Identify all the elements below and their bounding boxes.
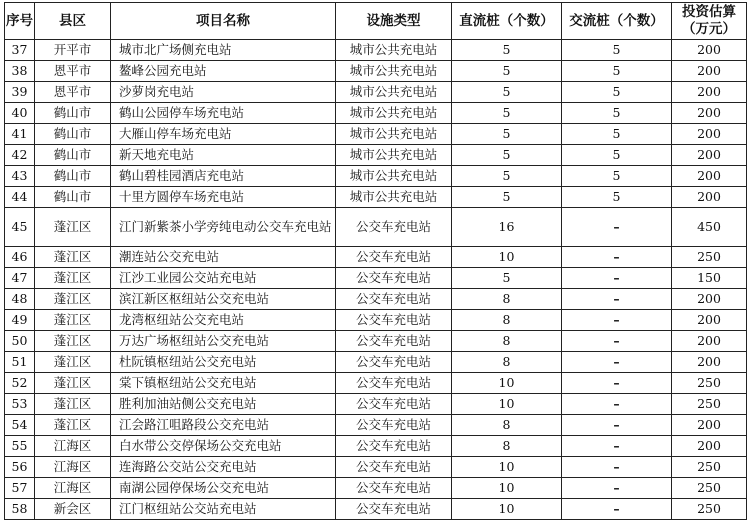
- cell-dc: 10: [452, 394, 562, 415]
- table-row: [5, 82, 747, 103]
- cell-project: 鹤山公园停车场充电站: [111, 103, 336, 124]
- cell-county: 鹤山市: [35, 187, 111, 208]
- cell-type: 公交车充电站: [336, 394, 452, 415]
- header-no: 序号: [5, 3, 35, 40]
- cell-type: 公交车充电站: [336, 436, 452, 457]
- cell-dc: 8: [452, 310, 562, 331]
- cell-invest: 200: [672, 40, 747, 61]
- cell-dc: 5: [452, 61, 562, 82]
- cell-invest: 200: [672, 187, 747, 208]
- cell-invest: 200: [672, 415, 747, 436]
- charging-station-table: [4, 2, 747, 520]
- cell-invest: 200: [672, 310, 747, 331]
- cell-dc: 8: [452, 415, 562, 436]
- cell-county: 恩平市: [35, 61, 111, 82]
- cell-county: 鹤山市: [35, 103, 111, 124]
- cell-type: 公交车充电站: [336, 457, 452, 478]
- table-row: [5, 187, 747, 208]
- cell-project: 龙湾枢纽站公交充电站: [111, 310, 336, 331]
- cell-project: 沙萝岗充电站: [111, 82, 336, 103]
- cell-ac: –: [562, 499, 672, 520]
- cell-dc: 8: [452, 352, 562, 373]
- cell-county: 鹤山市: [35, 124, 111, 145]
- table-row: [5, 166, 747, 187]
- table-body: [5, 40, 747, 520]
- cell-no: 42: [5, 145, 35, 166]
- cell-ac: –: [562, 394, 672, 415]
- cell-ac: 5: [562, 166, 672, 187]
- cell-invest: 200: [672, 331, 747, 352]
- table-row: [5, 124, 747, 145]
- cell-dc: 10: [452, 373, 562, 394]
- table-row: [5, 268, 747, 289]
- cell-county: 江海区: [35, 436, 111, 457]
- cell-invest: 200: [672, 124, 747, 145]
- cell-county: 蓬江区: [35, 268, 111, 289]
- table-row: [5, 373, 747, 394]
- cell-no: 48: [5, 289, 35, 310]
- cell-type: 公交车充电站: [336, 208, 452, 247]
- cell-ac: –: [562, 247, 672, 268]
- cell-county: 江海区: [35, 478, 111, 499]
- header-dc: 直流桩（个数）: [452, 3, 562, 40]
- cell-type: 城市公共充电站: [336, 166, 452, 187]
- cell-dc: 10: [452, 499, 562, 520]
- cell-ac: 5: [562, 187, 672, 208]
- table-row: [5, 289, 747, 310]
- cell-no: 47: [5, 268, 35, 289]
- table-row: [5, 40, 747, 61]
- cell-project: 城市北广场侧充电站: [111, 40, 336, 61]
- cell-type: 公交车充电站: [336, 331, 452, 352]
- cell-invest: 450: [672, 208, 747, 247]
- cell-ac: –: [562, 208, 672, 247]
- table-row: [5, 394, 747, 415]
- header-county: 县区: [35, 3, 111, 40]
- cell-project: 鳌峰公园充电站: [111, 61, 336, 82]
- table-row: [5, 415, 747, 436]
- cell-invest: 200: [672, 82, 747, 103]
- cell-project: 江门枢纽站公交站充电站: [111, 499, 336, 520]
- header-invest: 投资估算（万元）: [672, 3, 747, 40]
- cell-type: 城市公共充电站: [336, 145, 452, 166]
- table-row: [5, 145, 747, 166]
- cell-project: 南湖公园停保场公交充电站: [111, 478, 336, 499]
- table-row: [5, 310, 747, 331]
- cell-invest: 200: [672, 289, 747, 310]
- cell-type: 城市公共充电站: [336, 187, 452, 208]
- cell-ac: 5: [562, 124, 672, 145]
- cell-no: 58: [5, 499, 35, 520]
- table-row: [5, 61, 747, 82]
- cell-project: 棠下镇枢纽站公交充电站: [111, 373, 336, 394]
- cell-project: 江沙工业园公交站充电站: [111, 268, 336, 289]
- cell-county: 蓬江区: [35, 394, 111, 415]
- table-row: [5, 457, 747, 478]
- cell-county: 新会区: [35, 499, 111, 520]
- cell-ac: –: [562, 289, 672, 310]
- cell-ac: –: [562, 373, 672, 394]
- cell-invest: 250: [672, 499, 747, 520]
- cell-type: 公交车充电站: [336, 310, 452, 331]
- cell-county: 蓬江区: [35, 247, 111, 268]
- cell-no: 44: [5, 187, 35, 208]
- cell-ac: 5: [562, 40, 672, 61]
- cell-county: 蓬江区: [35, 310, 111, 331]
- cell-county: 蓬江区: [35, 373, 111, 394]
- cell-type: 公交车充电站: [336, 289, 452, 310]
- cell-no: 41: [5, 124, 35, 145]
- cell-no: 45: [5, 208, 35, 247]
- cell-project: 胜利加油站侧公交充电站: [111, 394, 336, 415]
- cell-project: 鹤山碧桂园酒店充电站: [111, 166, 336, 187]
- cell-ac: –: [562, 457, 672, 478]
- cell-invest: 200: [672, 436, 747, 457]
- table-row: [5, 352, 747, 373]
- cell-ac: 5: [562, 145, 672, 166]
- cell-invest: 200: [672, 166, 747, 187]
- cell-county: 蓬江区: [35, 208, 111, 247]
- header-project: 项目名称: [111, 3, 336, 40]
- cell-type: 公交车充电站: [336, 268, 452, 289]
- cell-no: 50: [5, 331, 35, 352]
- cell-invest: 250: [672, 373, 747, 394]
- cell-no: 57: [5, 478, 35, 499]
- cell-no: 46: [5, 247, 35, 268]
- cell-ac: –: [562, 415, 672, 436]
- table-row: [5, 499, 747, 520]
- cell-no: 54: [5, 415, 35, 436]
- header-type: 设施类型: [336, 3, 452, 40]
- cell-dc: 10: [452, 247, 562, 268]
- cell-project: 新天地充电站: [111, 145, 336, 166]
- cell-dc: 5: [452, 82, 562, 103]
- cell-project: 江会路江咀路段公交充电站: [111, 415, 336, 436]
- cell-type: 公交车充电站: [336, 415, 452, 436]
- table-header: [5, 3, 747, 40]
- cell-type: 公交车充电站: [336, 499, 452, 520]
- cell-invest: 200: [672, 103, 747, 124]
- cell-invest: 250: [672, 247, 747, 268]
- cell-ac: –: [562, 268, 672, 289]
- table-row: [5, 208, 747, 247]
- cell-project: 白水带公交停保场公交充电站: [111, 436, 336, 457]
- table-row: [5, 436, 747, 457]
- cell-dc: 8: [452, 436, 562, 457]
- cell-dc: 8: [452, 289, 562, 310]
- cell-dc: 5: [452, 145, 562, 166]
- cell-ac: –: [562, 331, 672, 352]
- cell-no: 38: [5, 61, 35, 82]
- cell-type: 公交车充电站: [336, 247, 452, 268]
- cell-no: 53: [5, 394, 35, 415]
- table-row: [5, 331, 747, 352]
- cell-ac: –: [562, 352, 672, 373]
- cell-project: 连海路公交站公交充电站: [111, 457, 336, 478]
- table-row: [5, 247, 747, 268]
- table-row: [5, 478, 747, 499]
- page: [4, 2, 747, 520]
- cell-county: 恩平市: [35, 82, 111, 103]
- cell-dc: 5: [452, 166, 562, 187]
- cell-ac: –: [562, 310, 672, 331]
- cell-dc: 5: [452, 124, 562, 145]
- cell-county: 鹤山市: [35, 166, 111, 187]
- cell-dc: 5: [452, 103, 562, 124]
- cell-dc: 5: [452, 187, 562, 208]
- cell-no: 40: [5, 103, 35, 124]
- cell-no: 55: [5, 436, 35, 457]
- cell-no: 37: [5, 40, 35, 61]
- cell-county: 开平市: [35, 40, 111, 61]
- header-ac: 交流桩（个数）: [562, 3, 672, 40]
- cell-project: 滨江新区枢纽站公交充电站: [111, 289, 336, 310]
- cell-dc: 10: [452, 457, 562, 478]
- cell-ac: 5: [562, 82, 672, 103]
- cell-project: 万达广场枢纽站公交充电站: [111, 331, 336, 352]
- cell-county: 江海区: [35, 457, 111, 478]
- cell-invest: 150: [672, 268, 747, 289]
- cell-county: 蓬江区: [35, 415, 111, 436]
- cell-county: 蓬江区: [35, 289, 111, 310]
- cell-no: 56: [5, 457, 35, 478]
- cell-invest: 250: [672, 478, 747, 499]
- cell-type: 城市公共充电站: [336, 124, 452, 145]
- cell-ac: 5: [562, 103, 672, 124]
- cell-type: 城市公共充电站: [336, 82, 452, 103]
- cell-type: 公交车充电站: [336, 373, 452, 394]
- cell-dc: 5: [452, 40, 562, 61]
- cell-dc: 16: [452, 208, 562, 247]
- cell-type: 城市公共充电站: [336, 103, 452, 124]
- cell-county: 蓬江区: [35, 331, 111, 352]
- cell-type: 公交车充电站: [336, 352, 452, 373]
- table-row: [5, 103, 747, 124]
- cell-county: 蓬江区: [35, 352, 111, 373]
- cell-project: 江门新紫茶小学旁纯电动公交车充电站: [111, 208, 336, 247]
- cell-ac: –: [562, 436, 672, 457]
- cell-invest: 200: [672, 145, 747, 166]
- cell-type: 公交车充电站: [336, 478, 452, 499]
- cell-type: 城市公共充电站: [336, 61, 452, 82]
- cell-no: 43: [5, 166, 35, 187]
- cell-project: 杜阮镇枢纽站公交充电站: [111, 352, 336, 373]
- cell-invest: 200: [672, 352, 747, 373]
- cell-invest: 200: [672, 61, 747, 82]
- cell-project: 潮连站公交充电站: [111, 247, 336, 268]
- cell-county: 鹤山市: [35, 145, 111, 166]
- cell-ac: –: [562, 478, 672, 499]
- cell-no: 51: [5, 352, 35, 373]
- cell-type: 城市公共充电站: [336, 40, 452, 61]
- cell-dc: 8: [452, 331, 562, 352]
- cell-project: 十里方圆停车场充电站: [111, 187, 336, 208]
- cell-no: 52: [5, 373, 35, 394]
- cell-invest: 250: [672, 394, 747, 415]
- cell-ac: 5: [562, 61, 672, 82]
- cell-dc: 10: [452, 478, 562, 499]
- cell-no: 39: [5, 82, 35, 103]
- cell-project: 大雁山停车场充电站: [111, 124, 336, 145]
- cell-dc: 5: [452, 268, 562, 289]
- cell-invest: 250: [672, 457, 747, 478]
- cell-no: 49: [5, 310, 35, 331]
